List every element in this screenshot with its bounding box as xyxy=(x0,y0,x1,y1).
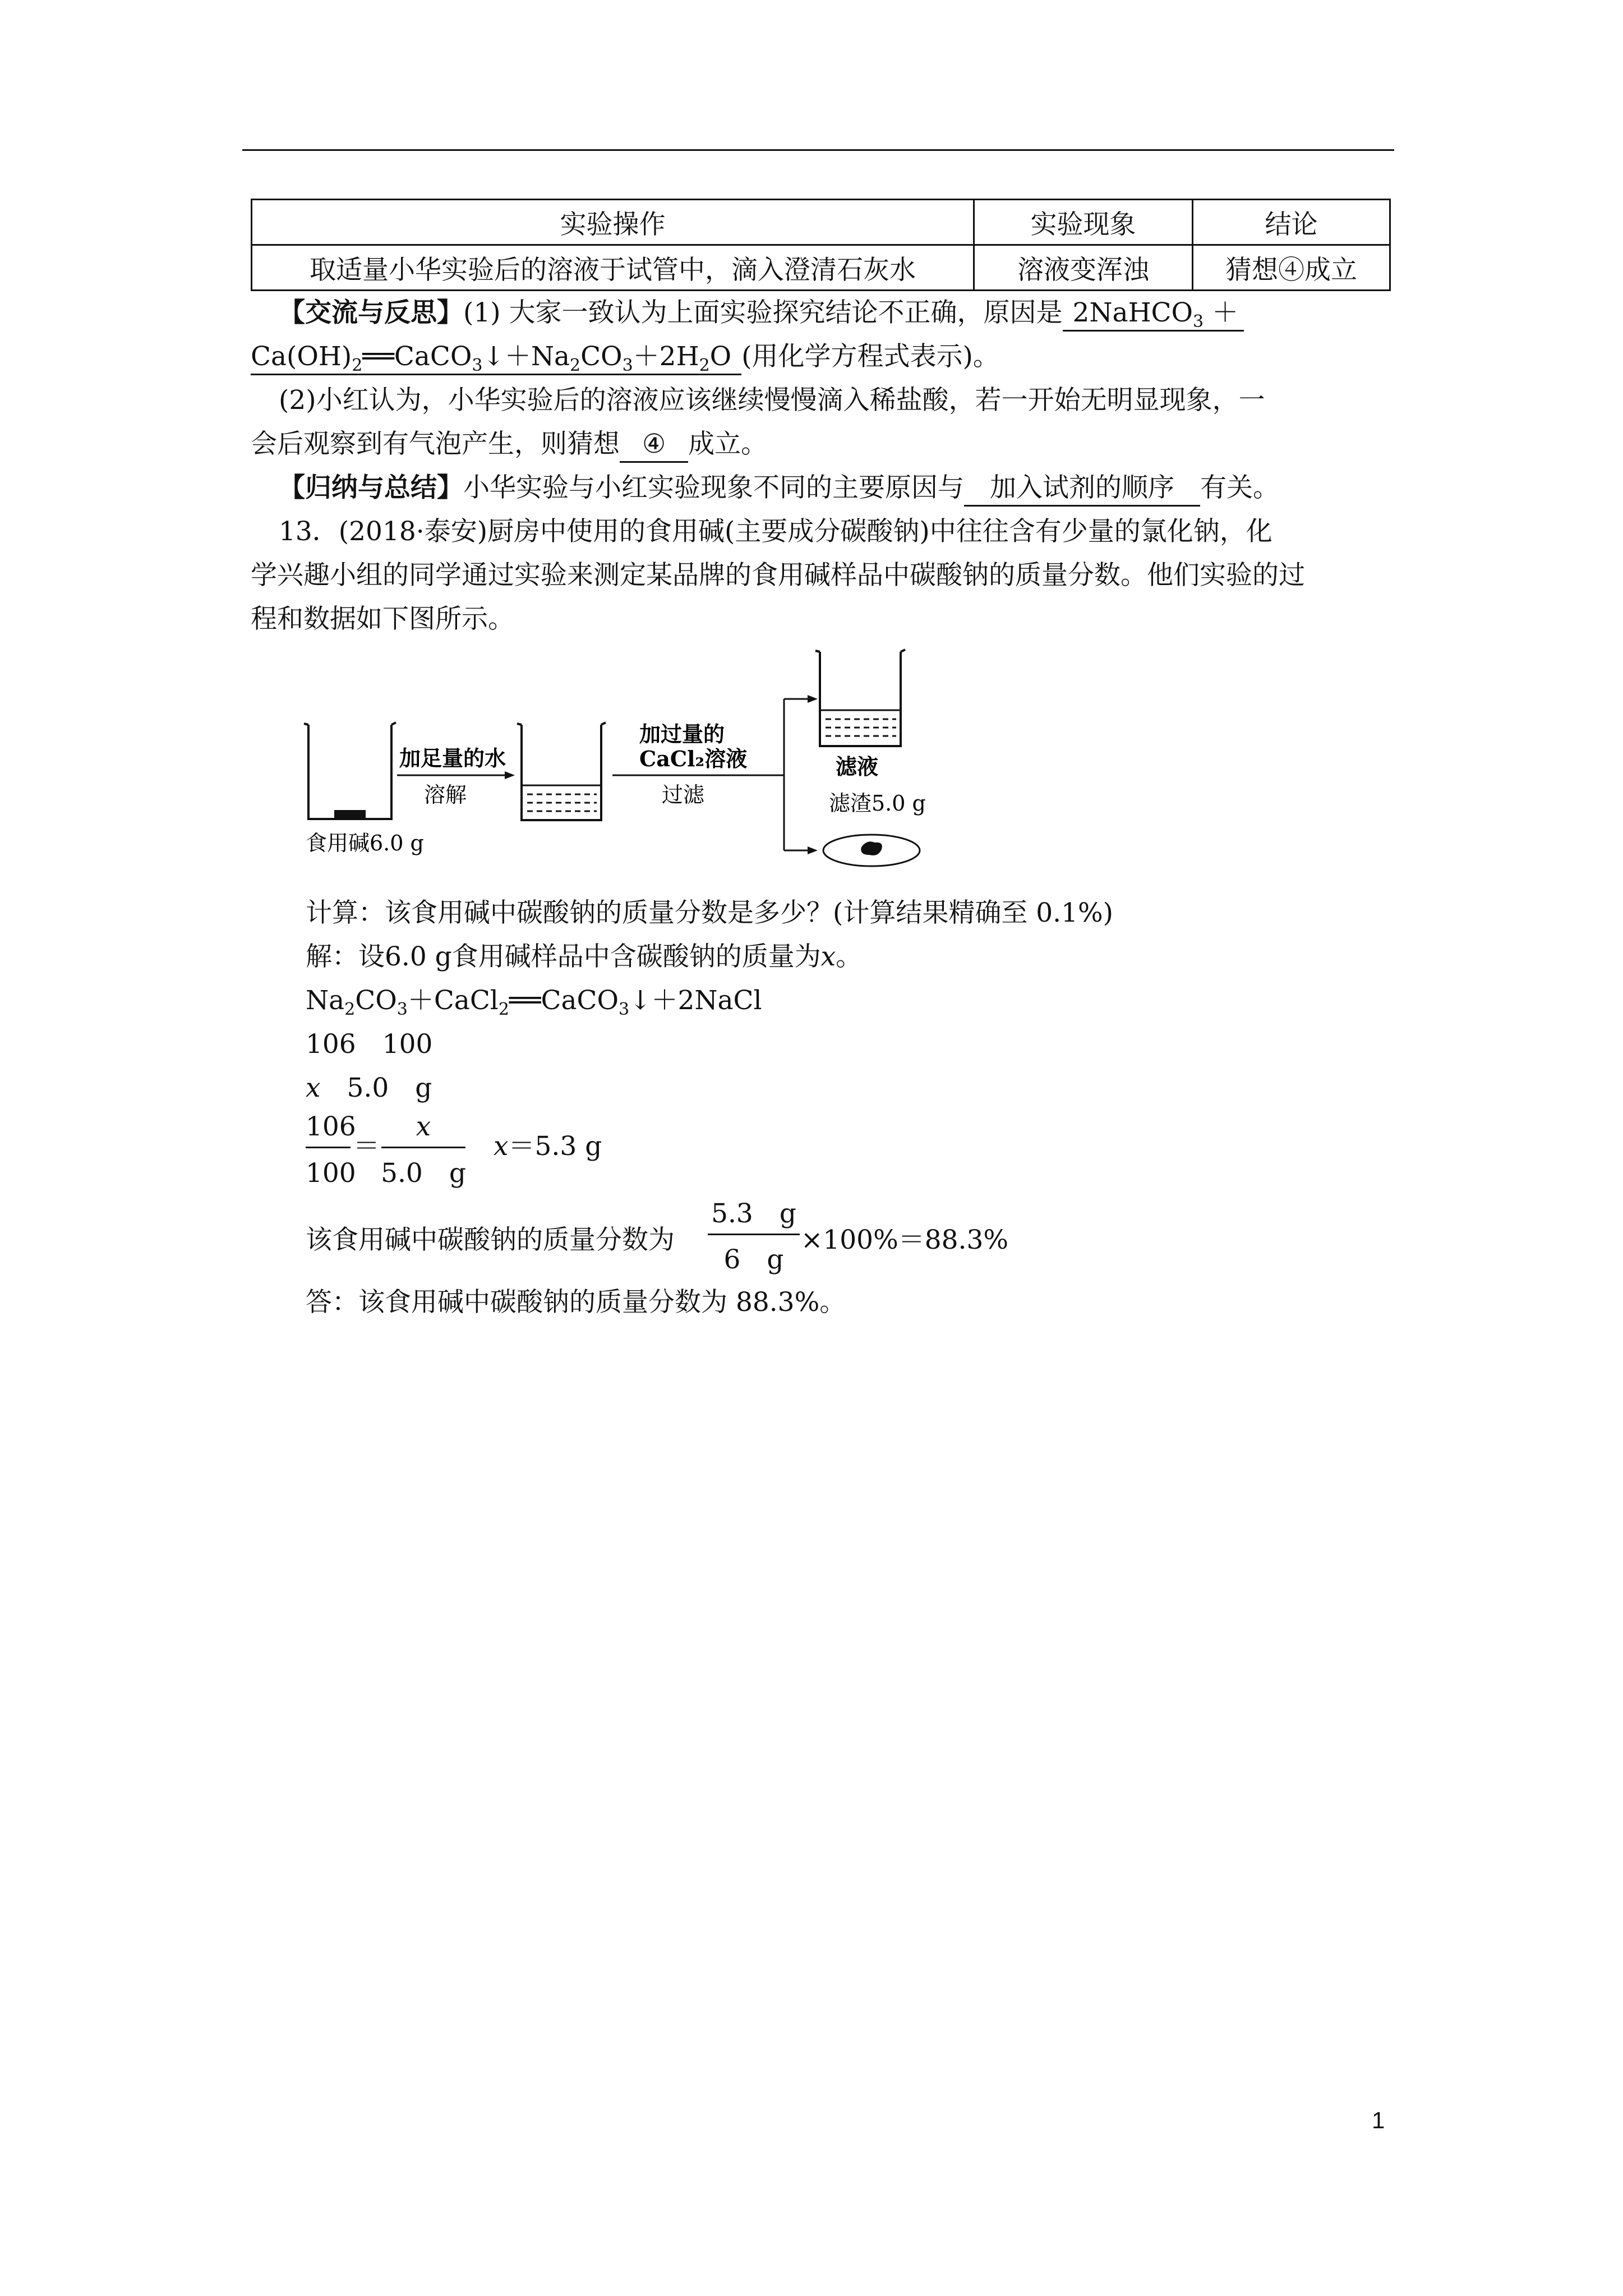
step1-top-label: 加足量的水 xyxy=(399,746,506,771)
step1-bottom-label: 溶解 xyxy=(424,783,467,807)
reflection-label: 【交流与反思】 xyxy=(279,297,463,328)
q13-line-2: 学兴趣小组的同学通过实验来测定某品牌的食用碱样品中碳酸钠的质量分数。他们实验的过 xyxy=(251,560,1305,591)
beaker-1-icon xyxy=(304,723,396,819)
solution-let: 解：设6.0 g食用碱样品中含碳酸钠的质量为x。 xyxy=(306,941,863,972)
reflection-line-1 xyxy=(279,297,1244,332)
table-cell: 溶液变浑浊 xyxy=(974,245,1193,291)
solution-ratio-vals: x 5.0 g xyxy=(306,1073,432,1103)
table-row xyxy=(252,245,1390,291)
mass-fraction-suffix: ×100%＝88.3% xyxy=(801,1225,1009,1255)
solution-result: x＝5.3 g xyxy=(494,1131,602,1162)
summary-answer: 加入试剂的顺序 xyxy=(964,472,1200,507)
experiment-diagram xyxy=(292,645,965,869)
sample-label: 食用碱6.0 g xyxy=(306,831,424,855)
fraction-2-numerator: x xyxy=(416,1111,431,1142)
fraction-3-bar xyxy=(708,1234,800,1235)
mass-fraction-prefix: 该食用碱中碳酸钠的质量分数为 xyxy=(306,1225,675,1255)
table-header-cell: 结论 xyxy=(1193,200,1390,245)
equation-answer-part1: 2NaHCO$_3$ ＋ xyxy=(1063,297,1244,332)
solution-answer: 答：该食用碱中碳酸钠的质量分数为 88.3%。 xyxy=(306,1287,846,1318)
fraction-1-numerator: 106 xyxy=(306,1111,356,1142)
solution-ratio-nums: 106 100 xyxy=(306,1029,433,1060)
fraction-2-denominator: 5.0 g xyxy=(381,1158,466,1189)
fraction-3-denominator: 6 g xyxy=(723,1244,784,1275)
page-number: 1 xyxy=(1372,2107,1385,2133)
fraction-1-bar xyxy=(306,1147,351,1148)
filtrate-label: 滤液 xyxy=(836,754,879,779)
solution-question: 计算：该食用碱中碳酸钠的质量分数是多少？(计算结果精确至 0.1%) xyxy=(306,898,1114,928)
fraction-3-numerator: 5.3 g xyxy=(711,1198,796,1229)
table-cell: 猜想④成立 xyxy=(1193,245,1390,291)
table-header-cell: 实验操作 xyxy=(252,200,974,245)
reflection-p2-line-2: 会后观察到有气泡产生，则猜想 ④ 成立。 xyxy=(251,431,767,457)
q13-line-1: 13．(2018·泰安)厨房中使用的食用碱(主要成分碳酸钠)中往往含有少量的氯化钠，化 xyxy=(279,516,1272,547)
step2-bottom-label: 过滤 xyxy=(662,783,705,807)
q13-line-3: 程和数据如下图所示。 xyxy=(251,604,514,634)
summary-label: 【归纳与总结】 xyxy=(279,472,463,503)
header-rule xyxy=(242,149,1394,151)
arrow-1-icon xyxy=(397,771,515,779)
fraction-2-bar xyxy=(381,1147,465,1148)
table-cell: 取适量小华实验后的溶液于试管中，滴入澄清石灰水 xyxy=(252,245,974,291)
beaker-3-icon xyxy=(815,650,905,746)
solid-sample-icon xyxy=(334,810,366,818)
table-header-cell: 实验现象 xyxy=(974,200,1193,245)
equals-sign: ＝ xyxy=(353,1131,380,1162)
guess-answer: ④ xyxy=(620,429,688,463)
experiment-table xyxy=(251,199,1391,291)
solution-equation: $Na_2CO_3+CaCl_2══CaCO_3↓+2NaCl$ xyxy=(306,985,762,1019)
table-header-row xyxy=(252,200,1390,245)
residue-label: 滤渣5.0 g xyxy=(829,791,926,816)
step2-top-label-2: CaCl₂溶液 xyxy=(639,746,748,771)
reflection-text: (1) 大家一致认为上面实验探究结论不正确，原因是 xyxy=(463,297,1063,328)
beaker-2-icon xyxy=(517,723,606,820)
reflection-p2-line-1: (2)小红认为，小华实验后的溶液应该继续慢慢滴入稀盐酸，若一开始无明显现象，一 xyxy=(279,385,1265,416)
step2-top-label-1: 加过量的 xyxy=(639,721,725,747)
equation-answer-part2: $Ca(OH)_2══CaCO_3↓+Na_2CO_3+2H_2O$ xyxy=(251,341,741,375)
fraction-1-denominator: 100 xyxy=(306,1158,356,1189)
summary-line: 【归纳与总结】小华实验与小红实验现象不同的主要原因与 加入试剂的顺序 有关。 xyxy=(279,475,1279,501)
branch-arrows-icon xyxy=(784,695,818,854)
reflection-line-2: $Ca(OH)_2══CaCO_3↓+Na_2CO_3+2H_2O$ (用化学方程式表示)。 xyxy=(251,341,999,375)
filter-paper-icon xyxy=(823,835,920,866)
